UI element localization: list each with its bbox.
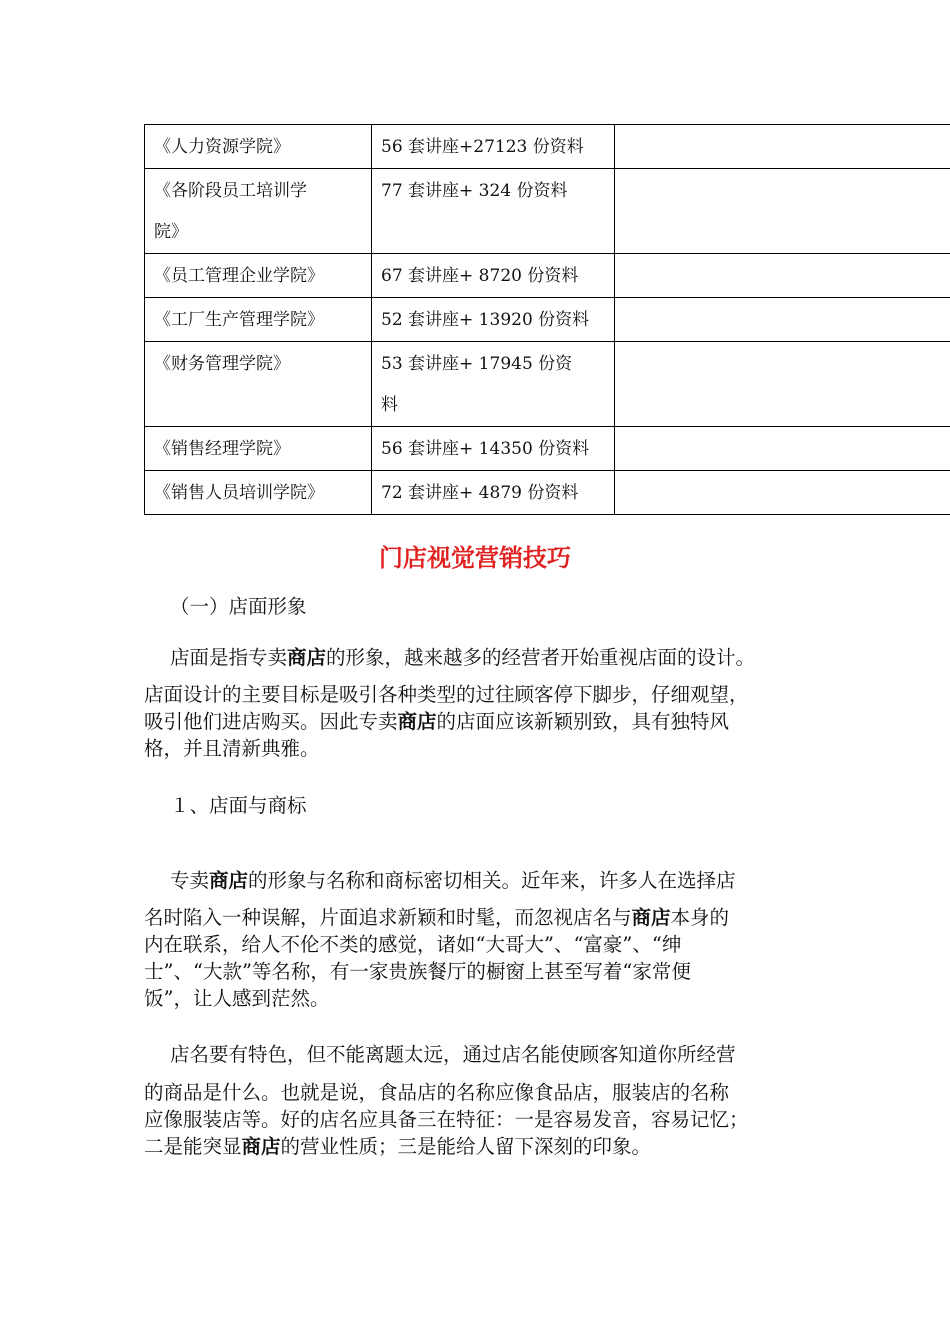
course-name-cell [145, 427, 372, 471]
course-extra-cell [615, 125, 950, 169]
paragraph-line: 名时陷入一种误解，片面追求新颖和时髦，而忽视店名与商店本身的 [144, 906, 730, 929]
paragraph-line: 应像服装店等。好的店名应具备三在特征：一是容易发音，容易记忆； [144, 1108, 749, 1131]
paragraph-line: 格，并且清新典雅。 [144, 737, 320, 760]
course-extra-cell [615, 298, 950, 342]
course-detail-cell [372, 125, 615, 169]
course-detail: 52 套讲座+ 13920 份资料 [381, 310, 590, 330]
course-name-cell [145, 254, 372, 298]
course-detail-cell [372, 342, 615, 427]
paragraph-line: 专卖商店的形象与名称和商标密切相关。近年来，许多人在选择店 [170, 869, 736, 892]
paragraph-4-first [170, 1040, 830, 1070]
subsection-heading: １、店面与商标 [170, 794, 307, 817]
paragraph-line: 店面设计的主要目标是吸引各种类型的过往顾客停下脚步，仔细观望， [144, 683, 749, 706]
course-name: 《销售经理学院》 [154, 439, 290, 459]
keyword: 商店 [631, 906, 671, 929]
course-detail-cell [372, 427, 615, 471]
course-name: 《工厂生产管理学院》 [154, 310, 324, 330]
course-name: 《财务管理学院》 [154, 354, 290, 374]
table-row [145, 471, 950, 515]
keyword: 商店 [241, 1135, 281, 1158]
course-detail-cell [372, 254, 615, 298]
course-detail-cont: 料 [381, 395, 398, 415]
paragraph-3-first [170, 866, 830, 896]
paragraph-line: 的商品是什么。也就是说，食品店的名称应像食品店，服装店的名称 [144, 1081, 730, 1104]
keyword: 商店 [287, 646, 327, 669]
keyword: 商店 [397, 710, 437, 733]
course-name-cell [145, 298, 372, 342]
paragraph-4 [144, 1079, 804, 1160]
course-extra-cell [615, 427, 950, 471]
course-name-cell [145, 471, 372, 515]
course-detail: 53 套讲座+ 17945 份资 [381, 354, 573, 374]
paragraph-1 [170, 643, 830, 673]
course-name: 《各阶段员工培训学 [154, 181, 307, 201]
course-detail: 67 套讲座+ 8720 份资料 [381, 266, 579, 286]
course-detail: 56 套讲座+27123 份资料 [381, 137, 584, 157]
course-extra-cell [615, 169, 950, 254]
course-detail: 72 套讲座+ 4879 份资料 [381, 483, 579, 503]
paragraph-3 [144, 904, 804, 1012]
paragraph-2 [144, 681, 804, 762]
course-name-cell [145, 125, 372, 169]
course-detail: 77 套讲座+ 324 份资料 [381, 181, 568, 201]
paragraph-line: 店面是指专卖商店的形象，越来越多的经营者开始重视店面的设计。 [170, 646, 756, 669]
article-title: 门店视觉营销技巧 [379, 543, 571, 572]
table-row [145, 125, 950, 169]
table-row [145, 254, 950, 298]
section-heading: （一）店面形象 [170, 595, 307, 618]
course-detail-cell [372, 298, 615, 342]
course-detail-cell [372, 471, 615, 515]
course-extra-cell [615, 254, 950, 298]
course-name: 《人力资源学院》 [154, 137, 290, 157]
table-row [145, 427, 950, 471]
course-detail: 56 套讲座+ 14350 份资料 [381, 439, 590, 459]
paragraph-line: 内在联系，给人不伦不类的感觉，诸如“大哥大”、“富豪”、“绅 [144, 933, 682, 956]
paragraph-line: 士”、“大款”等名称，有一家贵族餐厅的橱窗上甚至写着“家常便 [144, 960, 691, 983]
table-row [145, 342, 950, 427]
course-name: 《员工管理企业学院》 [154, 266, 324, 286]
course-extra-cell [615, 471, 950, 515]
course-name: 《销售人员培训学院》 [154, 483, 324, 503]
paragraph-line: 饭”，让人感到茫然。 [144, 987, 330, 1010]
course-name-cell [145, 342, 372, 427]
table-row [145, 169, 950, 254]
course-table [144, 124, 950, 515]
course-extra-cell [615, 342, 950, 427]
table-row [145, 298, 950, 342]
course-name-cell [145, 169, 372, 254]
paragraph-line: 二是能突显商店的营业性质；三是能给人留下深刻的印象。 [144, 1135, 652, 1158]
paragraph-line: 吸引他们进店购买。因此专卖商店的店面应该新颖别致，具有独特风 [144, 710, 730, 733]
keyword: 商店 [209, 869, 249, 892]
paragraph-line: 店名要有特色，但不能离题太远，通过店名能使顾客知道你所经营 [170, 1043, 736, 1066]
course-name-cont: 院》 [154, 222, 188, 242]
course-detail-cell [372, 169, 615, 254]
